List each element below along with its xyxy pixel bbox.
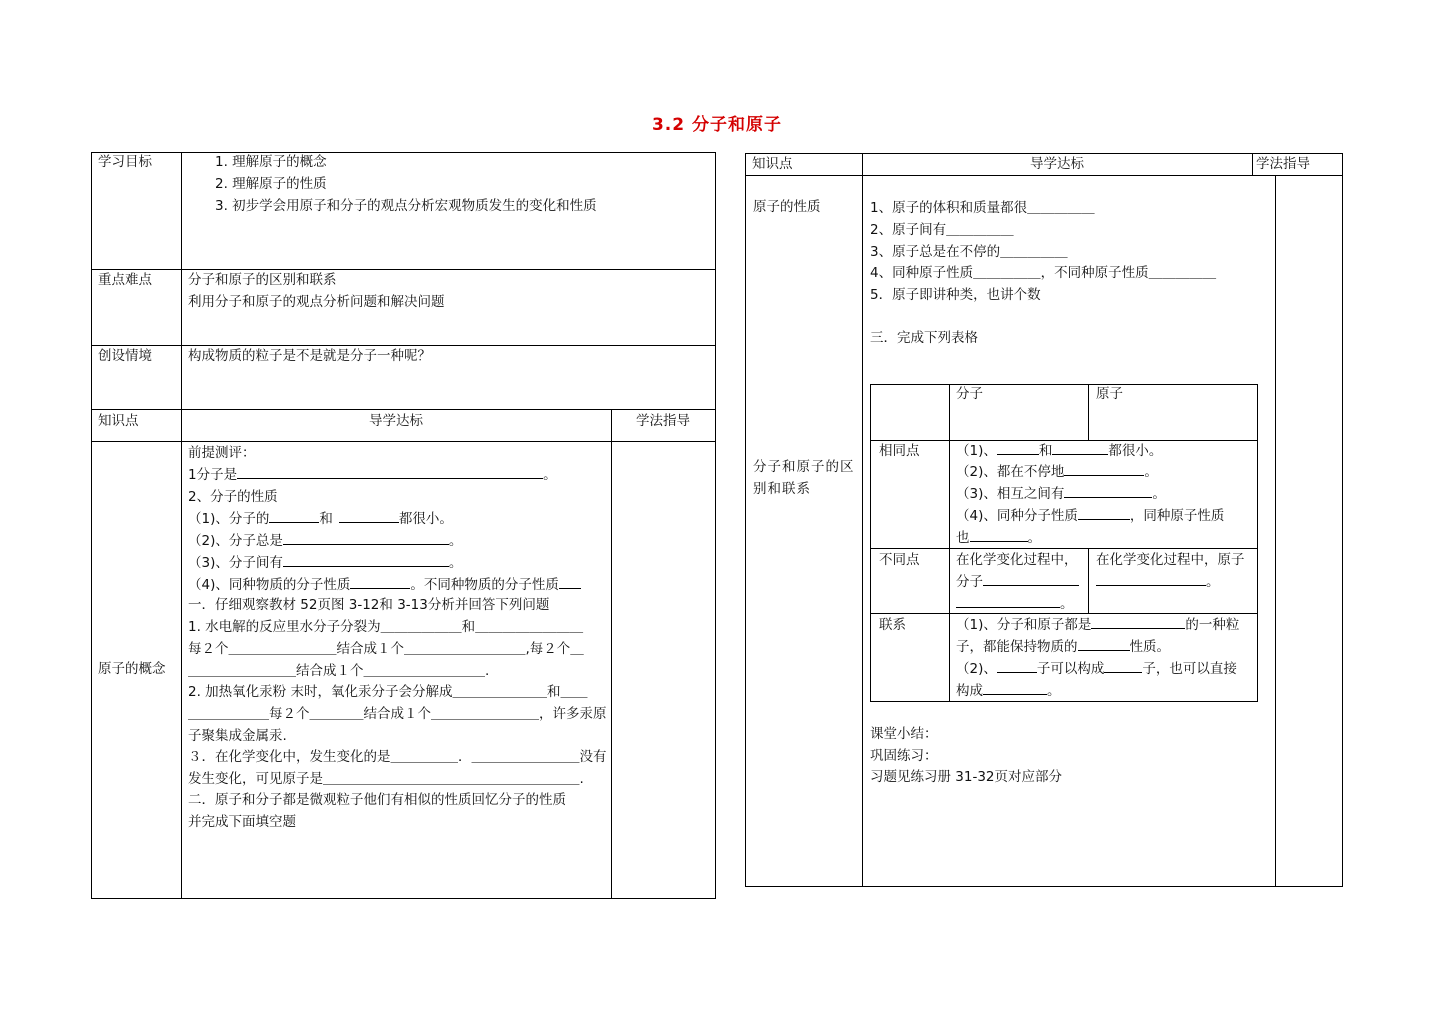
blank-line: [1078, 636, 1130, 651]
text-fragment: 子可以构成: [1036, 661, 1105, 677]
blank-line: [1078, 505, 1130, 520]
difference-row-label: 不同点: [879, 552, 920, 568]
scenario-text: 构成物质的粒子是不是就是分子一种呢？: [188, 348, 431, 364]
text-fragment: 和: [1038, 443, 1053, 459]
property-line: 3、原子总是在不停的＿＿＿＿＿: [870, 244, 1068, 260]
blank-line: [970, 527, 1028, 542]
difference-molecule: [956, 571, 1079, 593]
goal-item: 1. 理解原子的概念: [215, 154, 327, 170]
header-method: 学法指导: [1256, 156, 1310, 172]
blank-line: [1096, 571, 1206, 586]
right-divider-4: [1275, 175, 1276, 887]
header-guide: 导学达标: [1030, 156, 1084, 172]
comparison-divider: [1088, 548, 1089, 613]
blank-line: [1091, 614, 1185, 629]
same-line: [956, 483, 1166, 505]
text-fragment: （2)、: [956, 661, 997, 677]
relation-line: [956, 680, 1061, 702]
text-fragment: 。不同种物质的分子性质: [410, 577, 559, 593]
text-line: [188, 574, 581, 596]
blank-line: [997, 440, 1039, 455]
goal-item: 2. 理解原子的性质: [215, 176, 327, 192]
text-fragment: （3)、相互之间有: [956, 486, 1065, 502]
text-line: ＿＿＿＿＿＿＿＿结合成１个＿＿＿＿＿＿＿＿＿.: [188, 663, 490, 679]
right-divider-1: [745, 175, 1343, 176]
concept-label: 原子的概念: [98, 661, 166, 677]
blank-line: [283, 530, 449, 545]
text-line: 发生变化，可见原子是＿＿＿＿＿＿＿＿＿＿＿＿＿＿＿＿＿＿＿.: [188, 771, 584, 787]
text-fragment: 分子: [956, 574, 983, 590]
left-divider-5: [91, 441, 716, 442]
blank-line: [559, 574, 581, 589]
text-fragment: （4)、同种分子性质: [956, 508, 1078, 524]
text-fragment: 。: [1206, 574, 1220, 590]
comparison-divider: [949, 384, 950, 702]
text-fragment: 子，都能保持物质的: [956, 639, 1078, 655]
text-line: [188, 530, 462, 552]
same-line: [956, 527, 1041, 549]
blank-line: [1052, 440, 1108, 455]
text-fragment: 。: [448, 533, 463, 549]
text-fragment: （1)、分子和原子都是: [956, 617, 1092, 633]
text-line: 2. 加热氧化汞粉 末时，氧化汞分子会分解成＿＿＿＿＿＿＿和＿＿: [188, 684, 588, 700]
text-fragment: 1分子是: [188, 467, 238, 483]
difference-atom: 在化学变化过程中，原子: [1096, 552, 1245, 568]
keypoint-item: 利用分子和原子的观点分析问题和解决问题: [188, 294, 445, 310]
summary-text: 课堂小结：: [870, 726, 938, 742]
blank-line: [1104, 658, 1142, 673]
text-fragment: 。: [543, 467, 557, 483]
header-knowledge: 知识点: [98, 413, 139, 429]
header-method: 学法指导: [636, 413, 690, 429]
text-line: 二．原子和分子都是微观粒子他们有相似的性质回忆分子的性质: [188, 792, 566, 808]
property-line: 5．原子即讲种类，也讲个数: [870, 287, 1041, 303]
text-line: 前提测评：: [188, 445, 256, 461]
same-line: [956, 461, 1158, 483]
same-label: 相同点: [879, 443, 920, 459]
blank-line: [1064, 483, 1152, 498]
left-divider-2: [91, 269, 716, 270]
column-atom: 原子: [1096, 386, 1123, 402]
left-divider-6: [611, 409, 612, 899]
text-fragment: 。: [448, 555, 463, 571]
right-divider-3: [1252, 153, 1253, 175]
exercise-text: 习题见练习册 31-32页对应部分: [870, 769, 1063, 785]
text-line: [188, 552, 462, 574]
text-fragment: 的一种粒: [1185, 617, 1240, 633]
text-fragment: 。: [1144, 464, 1158, 480]
text-fragment: （3)、分子间有: [188, 555, 283, 571]
text-fragment: （2)、分子总是: [188, 533, 283, 549]
text-fragment: （2)、都在不停地: [956, 464, 1065, 480]
blank-line: [1064, 461, 1144, 476]
property-line: 2、原子间有＿＿＿＿＿: [870, 222, 1014, 238]
text-line: [188, 508, 453, 530]
left-divider-1: [181, 152, 182, 899]
header-knowledge: 知识点: [752, 156, 793, 172]
blank-line: [983, 680, 1047, 695]
difference-atom: [1096, 571, 1220, 593]
text-fragment: 。: [1047, 683, 1061, 699]
task-text: 三．完成下列表格: [870, 330, 978, 346]
text-fragment: 构成: [956, 683, 983, 699]
text-fragment: （4)、同种物质的分子性质: [188, 577, 351, 593]
text-fragment: 。: [1152, 486, 1166, 502]
property-line: 1、原子的体积和质量都很＿＿＿＿＿: [870, 200, 1095, 216]
text-line: ＿＿＿＿＿＿每２个＿＿＿＿结合成１个＿＿＿＿＿＿＿＿，许多汞原: [188, 706, 607, 722]
practice-text: 巩固练习：: [870, 748, 938, 764]
scenario-label: 创设情境: [98, 348, 152, 364]
page-title: 3.2 分子和原子: [651, 115, 783, 135]
same-line: [956, 440, 1162, 462]
difference-label: 分子和原子的区别和联系: [753, 459, 855, 497]
text-line: 每２个＿＿＿＿＿＿＿＿结合成１个＿＿＿＿＿＿＿＿＿,每２个＿: [188, 641, 584, 657]
header-guide: 导学达标: [369, 413, 423, 429]
text-fragment: 。: [1060, 596, 1074, 612]
property-line: 4、同种原子性质＿＿＿＿＿，不同种原子性质＿＿＿＿＿: [870, 265, 1217, 281]
keypoint-item: 分子和原子的区别和联系: [188, 272, 337, 288]
text-line: 1. 水电解的反应里水分子分裂为＿＿＿＿＿＿和＿＿＿＿＿＿＿＿: [188, 619, 584, 635]
blank-line: [350, 574, 410, 589]
blank-line: [956, 593, 1060, 608]
text-fragment: （1)、分子的: [188, 511, 270, 527]
text-line: [188, 464, 557, 486]
relation-line: [956, 636, 1170, 658]
text-line: 一．仔细观察教材 52页图 3-12和 3-13分析并回答下列问题: [188, 597, 550, 613]
blank-line: [339, 508, 399, 523]
text-fragment: 子，也可以直接: [1142, 661, 1237, 677]
blank-line: [983, 571, 1079, 586]
text-fragment: 都很小。: [1108, 443, 1163, 459]
keypoints-label: 重点难点: [98, 272, 152, 288]
goal-item: 3. 初步学会用原子和分子的观点分析宏观物质发生的变化和性质: [215, 198, 597, 214]
text-line: 2、分子的性质: [188, 489, 278, 505]
text-fragment: 和: [319, 511, 333, 527]
text-fragment: 也: [956, 530, 970, 546]
relation-label: 联系: [879, 617, 906, 633]
text-fragment: 。: [1027, 530, 1041, 546]
blank-line: [237, 464, 543, 479]
text-line: 子聚集成金属汞.: [188, 728, 287, 744]
blank-line: [283, 552, 449, 567]
relation-line: [956, 658, 1237, 680]
difference-molecule: [956, 593, 1074, 615]
text-fragment: 都很小。: [398, 511, 453, 527]
text-fragment: ，同种原子性质: [1129, 508, 1225, 524]
atom-property-label: 原子的性质: [753, 199, 821, 215]
comparison-divider: [1088, 384, 1089, 440]
text-line: ３．在化学变化中，发生变化的是＿＿＿＿＿．＿＿＿＿＿＿＿＿没有: [188, 749, 607, 765]
relation-line: [956, 614, 1239, 636]
text-fragment: （1)、: [956, 443, 997, 459]
right-divider-2: [862, 153, 863, 887]
goals-label: 学习目标: [98, 154, 152, 170]
blank-line: [269, 508, 319, 523]
column-molecule: 分子: [956, 386, 983, 402]
difference-molecule: 在化学变化过程中，: [956, 552, 1078, 568]
text-fragment: 性质。: [1129, 639, 1170, 655]
same-line: [956, 505, 1224, 527]
text-line: 并完成下面填空题: [188, 814, 296, 830]
blank-line: [997, 658, 1037, 673]
